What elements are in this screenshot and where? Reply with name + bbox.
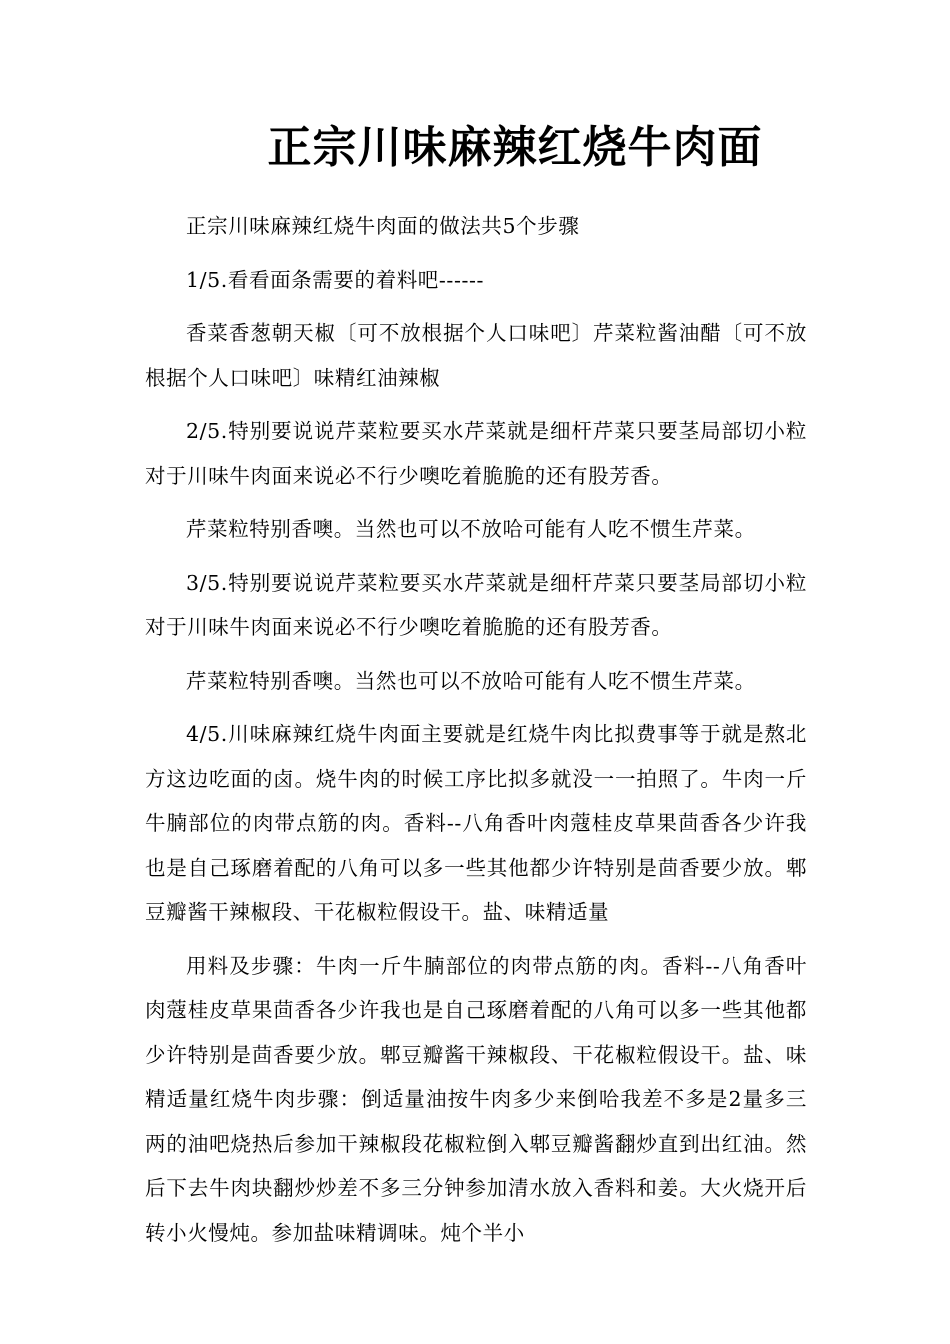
paragraph-step-2: 2/5.特别要说说芹菜粒要买水芹菜就是细杆芹菜只要茎局部切小粒对于川味牛肉面来说必不行少噢吃着脆脆的还有股芳香。: [145, 419, 807, 488]
document-body: [145, 204, 807, 1264]
paragraph-step-4: 4/5.川味麻辣红烧牛肉面主要就是红烧牛肉比拟费事等于就是熬北方这边吃面的卤。烧牛肉的时候工序比拟多就没一一拍照了。牛肉一斤牛腩部位的肉带点筋的肉。香料--八角香叶肉蔻桂皮草果茴香各少许我也是自己琢磨着配的八角可以多一些其他都少许特别是茴香要少放。郫豆瓣酱干辣椒段、干花椒粒假设干。盐、味精适量: [145, 722, 807, 924]
paragraph-intro: 正宗川味麻辣红烧牛肉面的做法共5个步骤: [186, 214, 580, 238]
document-title: 正宗川味麻辣红烧牛肉面: [267, 122, 763, 173]
paragraph-celery-note-2: 芹菜粒特别香噢。当然也可以不放哈可能有人吃不惯生芹菜。: [186, 668, 756, 693]
paragraph-step-3: 3/5.特别要说说芹菜粒要买水芹菜就是细杆芹菜只要茎局部切小粒对于川味牛肉面来说必不行少噢吃着脆脆的还有股芳香。: [145, 570, 807, 639]
paragraph-celery-note: 芹菜粒特别香噢。当然也可以不放哈可能有人吃不惯生芹菜。: [186, 517, 756, 541]
paragraph-step-1: 1/5.看看面条需要的着料吧------: [186, 267, 485, 292]
paragraph-ingredients: 香菜香葱朝天椒〔可不放根据个人口味吧〕芹菜粒酱油醋〔可不放根据个人口味吧〕味精红油辣椒: [145, 321, 807, 390]
paragraph-method: 用料及步骤：牛肉一斤牛腩部位的肉带点筋的肉。香料--八角香叶肉蔻桂皮草果茴香各少许我也是自己琢磨着配的八角可以多一些其他都少许特别是茴香要少放。郫豆瓣酱干辣椒段、干花椒粒假设干。盐、味精适量红烧牛肉步骤：倒适量油按牛肉多少来倒哈我差不多是2量多三两的油吧烧热后参加干辣椒段花椒粒倒入郫豆瓣酱翻炒直到出红油。然后下去牛肉块翻炒炒差不多三分钟参加清水放入香料和姜。大火烧开后转小火慢炖。参加盐味精调味。炖个半小: [145, 953, 807, 1245]
